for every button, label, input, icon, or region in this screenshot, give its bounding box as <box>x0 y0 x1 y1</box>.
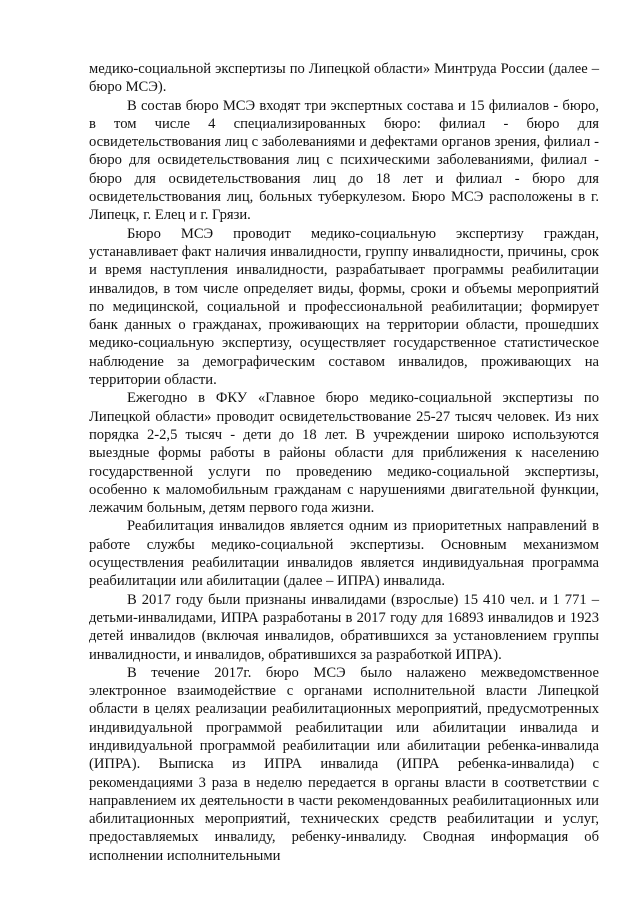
paragraph-annual-examinations: Ежегодно в ФКУ «Главное бюро медико-социальной экспертизы по Липецкой области» проводит освидетельствование 25-27 тысяч человек. Из них порядка 2-2,5 тысяч - дети до 18 лет. В учреждении широко используются выездные формы работы в районы области для приближения к населению государственной услуги по проведению медико-социальной экспертизы, особенно к маломобильным гражданам с нарушениями двигательной функции, лежачим больным, детям первого года жизни. <box>89 390 599 517</box>
paragraph-rehabilitation: Реабилитация инвалидов является одним из приоритетных направлений в работе службы медико-социальной экспертизы. Основным механизмом осуществления реабилитации инвалидов является индивидуальная программа реабилитации или абилитации (далее – ИПРА) инвалида. <box>89 518 599 590</box>
paragraph-2017-statistics: В 2017 году были признаны инвалидами (взрослые) 15 410 чел. и 1 771 – детьми-инвалидами, ИПРА разработаны в 2017 году для 16893 инвалидов и 1923 детей инвалидов (включая инвалидов, обратившихся за установлением группы инвалидности, и инвалидов, обратившихся за разработкой ИПРА). <box>89 591 599 663</box>
paragraph-interagency-cooperation: В течение 2017г. бюро МСЭ было налажено межведомственное электронное взаимодействие с органами исполнительной власти Липецкой области в целях реализации реабилитационных мероприятий, предусмотренных индивидуальной программой реабилитации или абилитации инвалида и индивидуальной программой реабилитации или абилитации ребенка-инвалида (ИПРА). Выписка из ИПРА инвалида (ИПРА ребенка-инвалида) с рекомендациями 3 раза в неделю передается в органы власти в соответствии с направлением их деятельности в части рекомендованных реабилитационных или абилитационных мероприятий, технических средств реабилитации и услуг, предоставляемых инвалиду, ребенку-инвалиду. Сводная информация об исполнении исполнительными <box>89 664 599 864</box>
document-body <box>89 60 599 865</box>
paragraph-bureau-functions: Бюро МСЭ проводит медико-социальную экспертизу граждан, устанавливает факт наличия инвалидности, группу инвалидности, причины, срок и время наступления инвалидности, разрабатывает программы реабилитации инвалидов, в том числе определяет виды, формы, сроки и объемы мероприятий по медицинской, социальной и профессиональной реабилитации; формирует банк данных о гражданах, проживающих на территории области, прошедших медико-социальную экспертизу, осуществляет государственное статистическое наблюдение за демографическим составом инвалидов, проживающих на территории области. <box>89 225 599 389</box>
paragraph-bureau-structure: В состав бюро МСЭ входят три экспертных состава и 15 филиалов - бюро, в том числе 4 специализированных бюро: филиал - бюро для освидетельствования лиц с заболеваниями и дефектами органов зрения, филиал - бюро для освидетельствования лиц с психическими заболеваниями, филиал - бюро для освидетельствования лиц до 18 лет и филиал - бюро для освидетельствования лиц, больных туберкулезом. Бюро МСЭ расположены в г. Липецк, г. Елец и г. Грязи. <box>89 97 599 224</box>
paragraph-continuation: медико-социальной экспертизы по Липецкой области» Минтруда России (далее – бюро МСЭ). <box>89 61 599 96</box>
